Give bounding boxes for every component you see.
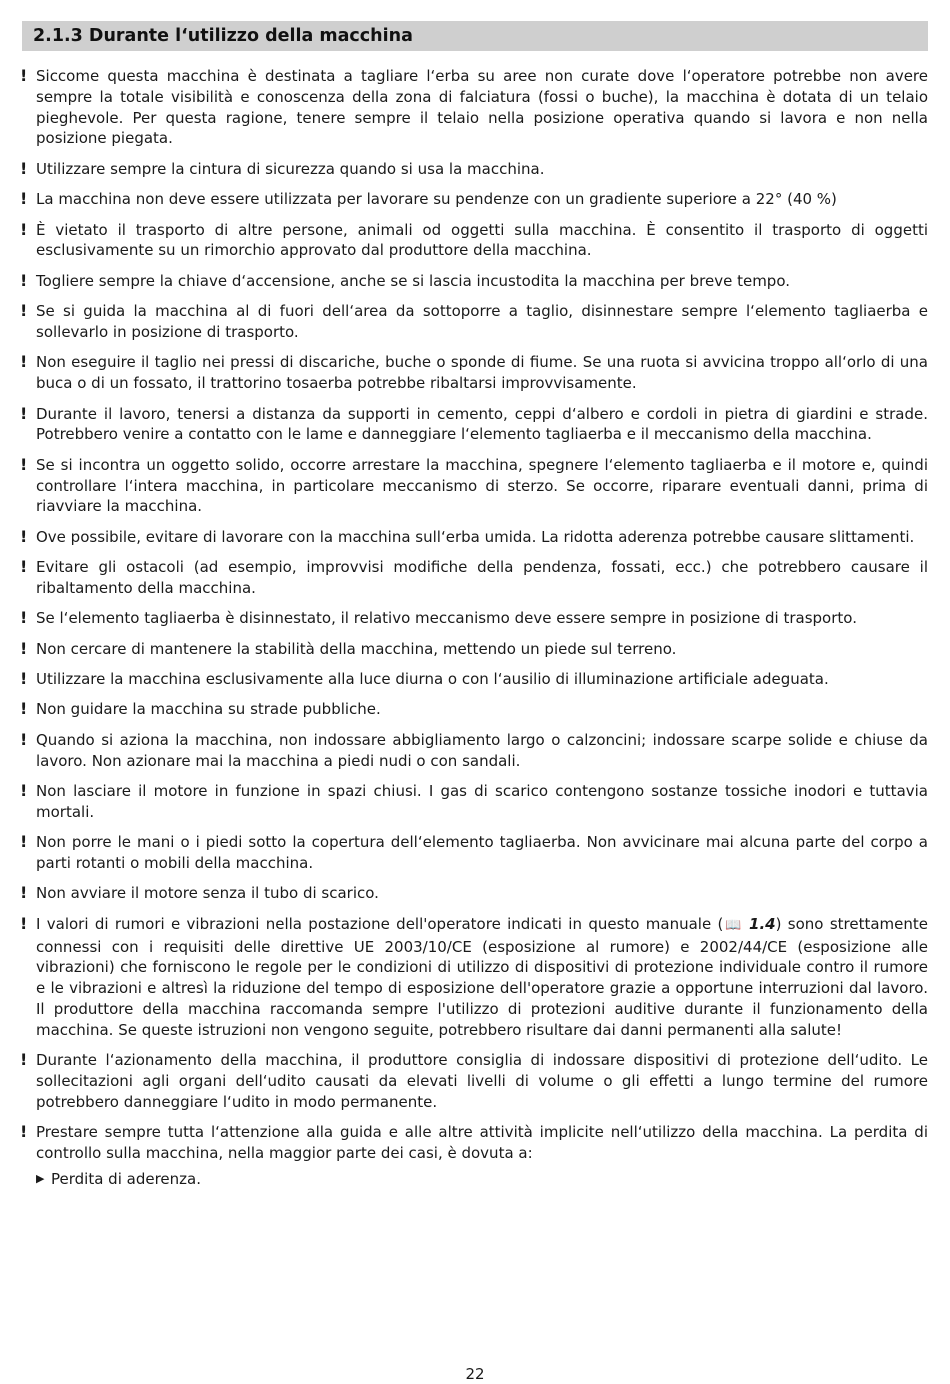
noise-text-end: ) sono strettamente connessi con i requisiti delle direttive UE 2003/10/CE (esposizione al rumore) e 2002/44/CE (esposizione alle vibrazioni) che forniscono le regole per le condizioni di utilizzo di dispositivi di protezione individuale contro il rumore e le vibrazioni e altresì la riduzione del tempo di esposizione dell'operatore grazie a opportune interruzioni dal lavoro. Il produttore della macchina raccomanda sempre l'utilizzo di protezioni auditive durante il funzionamento della macchina. Se queste istruzioni non vengono seguite, potrebbero risultare dai danni permanenti alla salute! (36, 914, 928, 1039)
warning-item (20, 1122, 928, 1164)
warning-marker: ! (20, 913, 28, 933)
warning-item (20, 220, 928, 262)
book-icon: 📖 (723, 917, 743, 933)
warning-item (20, 352, 928, 394)
triangle-bullet-icon: ▶ (36, 1172, 45, 1186)
warning-marker: ! (20, 301, 28, 321)
warning-item (20, 608, 928, 629)
warning-marker: ! (20, 352, 28, 372)
warning-marker: ! (20, 270, 28, 290)
warning-item (20, 699, 928, 720)
warning-item (20, 404, 928, 446)
warning-text: Ove possibile, evitare di lavorare con la macchina sull‘erba umida. La ridotta aderenza potrebbe causare slittamenti. (36, 527, 915, 546)
safety-instructions (20, 66, 928, 1190)
warning-marker: ! (20, 189, 28, 209)
warning-text: Utilizzare la macchina esclusivamente alla luce diurna o con l‘ausilio di illuminazione artificiale adeguata. (36, 670, 829, 689)
warning-text: Non avviare il motore senza il tubo di scarico. (36, 884, 379, 903)
warning-text: Quando si aziona la macchina, non indossare abbigliamento largo o calzoncini; indossare scarpe solide e chiuse da lavoro. Non azionare mai la macchina a piedi nudi o con sandali. (36, 730, 928, 770)
warning-text: È vietato il trasporto di altre persone, animali od oggetti sulla macchina. È consentito il trasporto di oggetti esclusivamente su un rimorchio approvato dal produttore della macchina. (36, 220, 928, 260)
warning-item (20, 527, 928, 548)
warning-item (20, 189, 928, 210)
warning-marker: ! (20, 1122, 28, 1142)
warning-marker: ! (20, 454, 28, 474)
warning-text: Se si guida la macchina al di fuori dell‘area da sottoporre a taglio, disinnestare sempre l‘elemento tagliaerba e sollevarlo in posizione di trasporto. (36, 302, 928, 341)
warning-text: Non lasciare il motore in funzione in spazi chiusi. I gas di scarico contengono sostanze tossiche inodori e tuttavia mortali. (36, 782, 928, 821)
warning-marker: ! (20, 729, 28, 749)
warning-text (36, 914, 928, 1041)
warning-item (20, 455, 928, 517)
warning-list-end (20, 1050, 928, 1164)
warning-text: Non eseguire il taglio nei pressi di discariche, buche o sponde di fiume. Se una ruota si avvicina troppo all‘orlo di una buca o di un fossato, il trattorino tosaerba potrebbe ribaltarsi improvvisamente. (36, 353, 928, 393)
warning-text: Prestare sempre tutta l‘attenzione alla guida e alle altre attività implicite nell‘utilizzo della macchina. La perdita di controllo sulla macchina, nella maggior parte dei casi, è dovuta a: (36, 1123, 928, 1162)
warning-marker: ! (20, 526, 28, 546)
warning-text: Evitare gli ostacoli (ad esempio, improvvisi modifiche della pendenza, fossati, ecc.) che potrebbero causare il ribaltamento della macchina. (36, 558, 928, 597)
warning-text: Non guidare la macchina su strade pubbliche. (36, 700, 381, 719)
warning-item (20, 66, 928, 149)
warning-text: Se si incontra un oggetto solido, occorre arrestare la macchina, spegnere l‘elemento tagliaerba e il motore e, quindi controllare l‘intera macchina, in particolare meccanismo di sterzo. Se occorre, riparare eventuali danni, prima di riavviare la macchina. (36, 455, 928, 516)
section-reference: 1.4 (749, 914, 776, 933)
section-title: 2.1.3 Durante l‘utilizzo della macchina (22, 21, 928, 51)
noise-text-start: I valori di rumori e vibrazioni nella postazione dell'operatore indicati in questo manuale ( (36, 914, 724, 933)
warning-list (20, 66, 928, 904)
warning-item (20, 271, 928, 292)
warning-item (20, 730, 928, 772)
sub-list (20, 1169, 928, 1190)
warning-item (20, 1050, 928, 1112)
warning-item (20, 639, 928, 660)
warning-item (20, 781, 928, 823)
warning-marker: ! (20, 403, 28, 423)
warning-marker: ! (20, 699, 28, 719)
warning-text: Durante l‘azionamento della macchina, il produttore consiglia di indossare dispositivi di protezione dell‘udito. Le sollecitazioni agli organi dell‘udito causati da elevati livelli di volume o gli effetti a lungo termine del rumore potrebbero danneggiare l‘udito in modo permanente. (36, 1051, 928, 1111)
warning-marker: ! (20, 638, 28, 658)
warning-text: Utilizzare sempre la cintura di sicurezza quando si usa la macchina. (36, 159, 545, 178)
sub-item-text: Perdita di aderenza. (51, 1170, 201, 1189)
warning-item (20, 557, 928, 599)
warning-item-noise (20, 914, 928, 1041)
warning-item (20, 669, 928, 690)
page-number: 22 (465, 1365, 485, 1383)
warning-marker: ! (20, 158, 28, 178)
warning-item (20, 832, 928, 874)
sub-list-item (20, 1169, 928, 1190)
warning-text: Siccome questa macchina è destinata a tagliare l‘erba su aree non curate dove l‘operatore potrebbe non avere sempre la totale visibilità e conoscenza della zona di falciatura (fossi o buche), la macchina è dotata di un telaio pieghevole. Per questa ragione, tenere sempre il telaio nella posizione operativa quando si lavora e non nella posizione piegata. (36, 67, 928, 148)
warning-marker: ! (20, 608, 28, 628)
warning-marker: ! (20, 832, 28, 852)
warning-text: Non cercare di mantenere la stabilità della macchina, mettendo un piede sul terreno. (36, 639, 677, 658)
warning-text: Non porre le mani o i piedi sotto la copertura dell‘elemento tagliaerba. Non avvicinare mai alcuna parte del corpo a parti rotanti o mobili della macchina. (36, 833, 928, 872)
warning-marker: ! (20, 883, 28, 903)
warning-marker: ! (20, 669, 28, 689)
warning-marker: ! (20, 1050, 28, 1070)
warning-text: La macchina non deve essere utilizzata per lavorare su pendenze con un gradiente superiore a 22° (40 %) (36, 190, 837, 209)
warning-marker: ! (20, 781, 28, 801)
warning-text: Durante il lavoro, tenersi a distanza da supporti in cemento, ceppi d‘albero e cordoli in pietra di giardini e strade. Potrebbero venire a contatto con le lame e danneggiare l‘elemento tagliaerba e il meccanismo della macchina. (36, 404, 928, 444)
warning-text: Se l‘elemento tagliaerba è disinnestato, il relativo meccanismo deve essere sempre in posizione di trasporto. (36, 609, 857, 628)
warning-marker: ! (20, 66, 28, 85)
warning-marker: ! (20, 557, 28, 577)
warning-text: Togliere sempre la chiave d‘accensione, anche se si lascia incustodita la macchina per breve tempo. (36, 271, 791, 290)
warning-item (20, 883, 928, 904)
warning-marker: ! (20, 219, 28, 239)
warning-item (20, 301, 928, 343)
warning-item (20, 159, 928, 180)
